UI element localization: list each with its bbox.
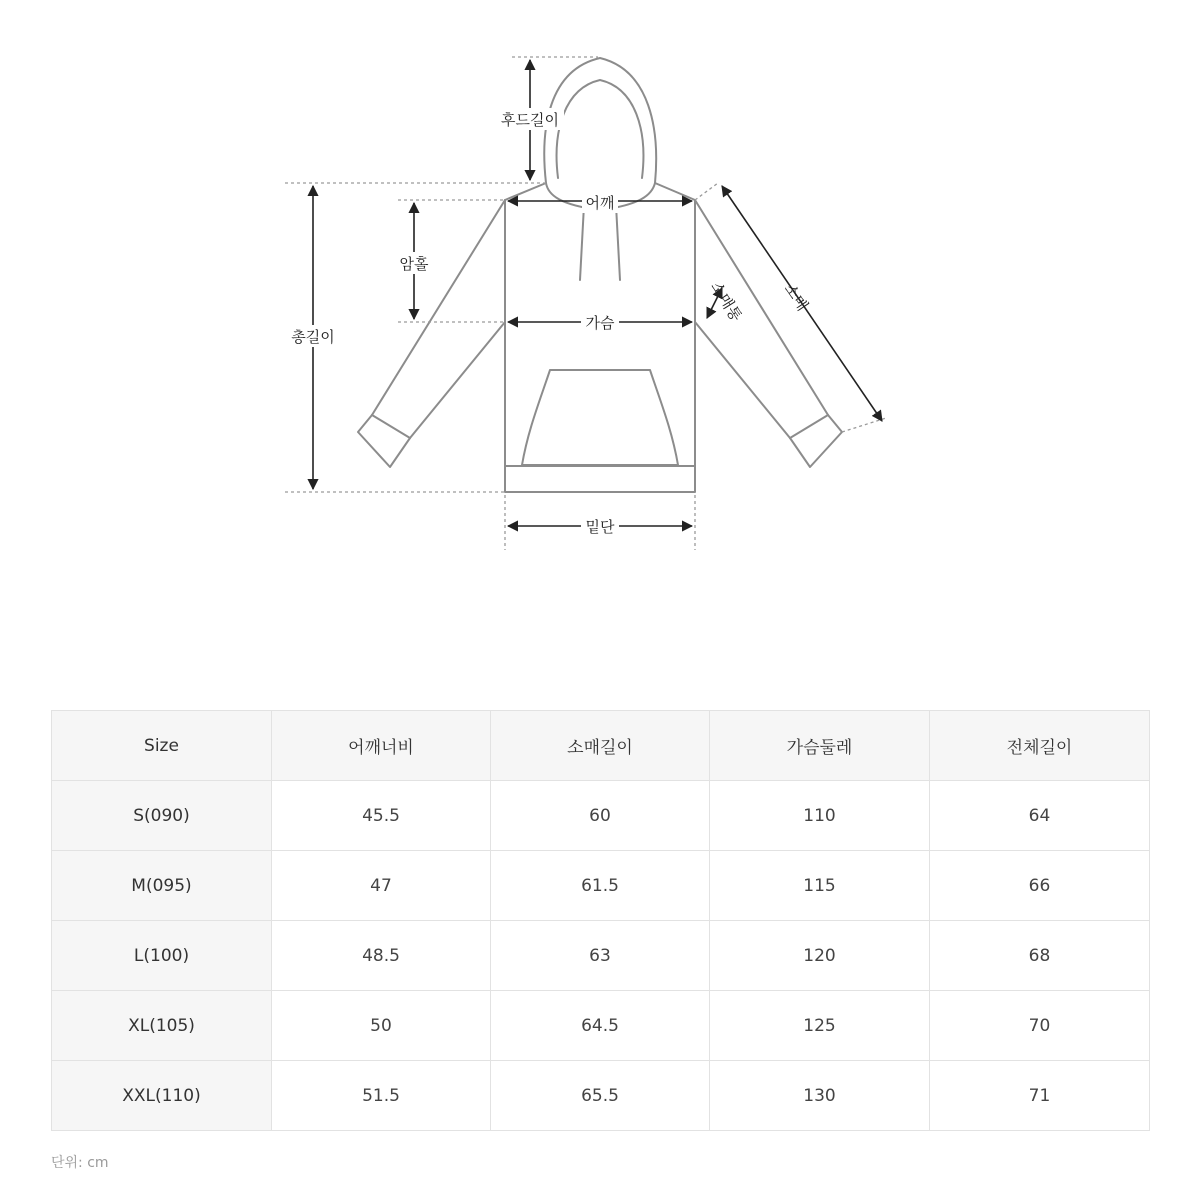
table-cell: 60 [491,781,710,851]
table-row [52,1061,1150,1131]
shoulder-label: 어깨 [585,194,615,212]
shoulder-right [655,183,695,200]
table-cell: 47 [272,851,491,921]
header-sleeve-length: 소매길이 [491,711,710,781]
hem-label: 밑단 [585,518,615,536]
table-row [52,991,1150,1061]
header-total-length: 전체길이 [930,711,1150,781]
hood-inner [557,80,644,178]
table-cell: 115 [710,851,930,921]
sleeve-width-label: 소매통 [707,278,746,325]
table-cell: 120 [710,921,930,991]
hem-band [505,466,695,492]
sleeve-left [372,200,505,438]
sleeve-right [695,200,828,438]
table-row [52,921,1150,991]
table-cell: 66 [930,851,1150,921]
table-cell: 65.5 [491,1061,710,1131]
table-cell: 45.5 [272,781,491,851]
size-cell: XXL(110) [52,1061,272,1131]
kangaroo-pocket [522,370,678,465]
table-cell: 48.5 [272,921,491,991]
cuff-right-seam [790,415,828,438]
drawstring-left [580,205,584,280]
cuff-left-seam [372,415,410,438]
unit-note: 단위: cm [51,1155,109,1171]
table-cell: 71 [930,1061,1150,1131]
size-cell: M(095) [52,851,272,921]
size-cell: L(100) [52,921,272,991]
drawstring-right [616,205,620,280]
sleeve-label: 소매 [780,280,812,315]
table-cell: 130 [710,1061,930,1131]
table-cell: 64.5 [491,991,710,1061]
table-cell: 70 [930,991,1150,1061]
table-cell: 50 [272,991,491,1061]
size-chart-table [51,710,1150,1131]
table-cell: 68 [930,921,1150,991]
size-cell: XL(105) [52,991,272,1061]
table-row [52,851,1150,921]
header-size: Size [52,711,272,781]
shoulder-left [505,183,546,200]
hoodie-outline [358,58,842,492]
table-cell: 64 [930,781,1150,851]
table-cell: 61.5 [491,851,710,921]
size-cell: S(090) [52,781,272,851]
table-header-row [52,711,1150,781]
hood-length-label: 후드길이 [501,111,559,129]
table-cell: 51.5 [272,1061,491,1131]
table-cell: 63 [491,921,710,991]
table-cell: 125 [710,991,930,1061]
header-chest: 가슴둘레 [710,711,930,781]
table-row [52,781,1150,851]
table-cell: 110 [710,781,930,851]
header-shoulder-width: 어깨너비 [272,711,491,781]
total-length-label: 총길이 [291,328,335,346]
chest-label: 가슴 [585,314,615,332]
armhole-label: 암홀 [399,255,429,273]
